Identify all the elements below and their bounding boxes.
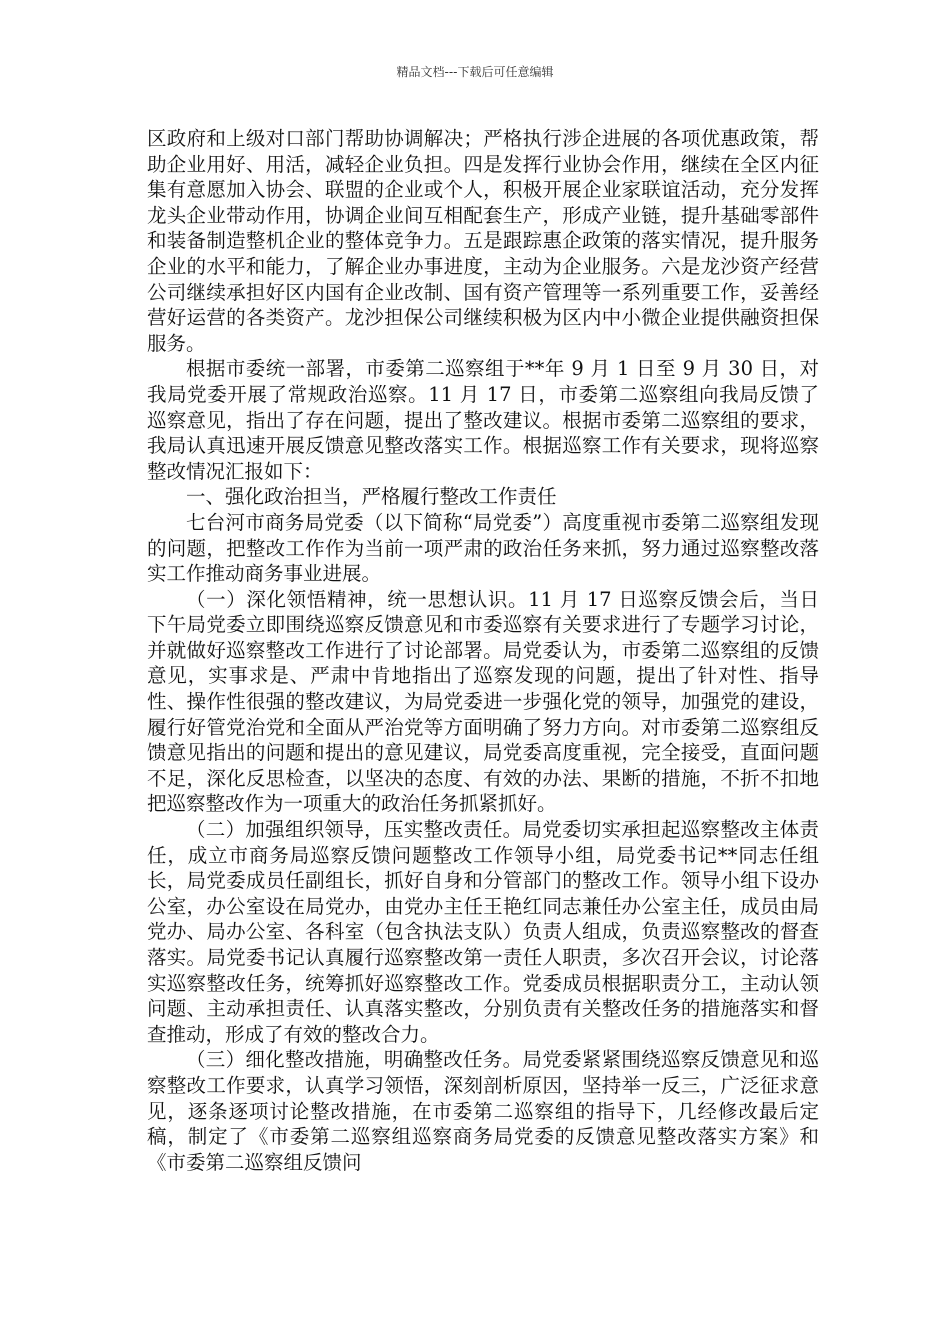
paragraph-item-1: （一）深化领悟精神，统一思想认识。11 月 17 日巡察反馈会后，当日下午局党委立即围绕巡察反馈意见和市委巡察有关要求进行了专题学习讨论，并就做好巡察整改工作进行了讨论部署。局党委认为，市委第二巡察组的反馈意见，实事求是、严肃中肯地指出了巡察发现的问题，提出了针对性、指导性、操作性很强的整改建议，为局党委进一步强化党的领导，加强党的建设，履行好管党治党和全面从严治党等方面明确了努力方向。对市委第二巡察组反馈意见指出的问题和提出的意见建议，局党委高度重视，完全接受，直面问题不足，深化反思检查，以坚决的态度、有效的办法、果断的措施，不折不扣地把巡察整改作为一项重大的政治任务抓紧抓好。	[147, 587, 819, 816]
paragraph-item-3: （三）细化整改措施，明确整改任务。局党委紧紧围绕巡察反馈意见和巡察整改工作要求，认真学习领悟，深刻剖析原因，坚持举一反三，广泛征求意见，逐条逐项讨论整改措施，在市委第二巡察组的指导下，几经修改最后定稿，制定了《市委第二巡察组巡察商务局党委的反馈意见整改落实方案》和《市委第二巡察组反馈问	[147, 1048, 819, 1174]
paragraph-item-2: （二）加强组织领导，压实整改责任。局党委切实承担起巡察整改主体责任，成立市商务局巡察反馈问题整改工作领导小组，局党委书记**同志任组长，局党委成员任副组长，抓好自身和分管部门的整改工作。领导小组下设办公室，办公室设在局党办，由党办主任王艳红同志兼任办公室主任，成员由局党办、局办公室、各科室（包含执法支队）负责人组成，负责巡察整改的督查落实。局党委书记认真履行巡察整改第一责任人职责，多次召开会议，讨论落实巡察整改任务，统筹抓好巡察整改工作。党委成员根据职责分工，主动认领问题、主动承担责任、认真落实整改，分别负责有关整改任务的措施落实和督查推动，形成了有效的整改合力。	[147, 818, 819, 1046]
section-heading: 一、强化政治担当，严格履行整改工作责任	[186, 485, 557, 509]
document-body	[147, 126, 819, 1175]
paragraph-overview: 七台河市商务局党委（以下简称“局党委”）高度重视市委第二巡察组发现的问题，把整改工作作为当前一项严肃的政治任务来抓，努力通过巡察整改落实工作推动商务事业进展。	[147, 510, 819, 586]
page-header: 精品文档---下载后可任意编辑	[396, 65, 554, 79]
paragraph-intro: 根据市委统一部署，市委第二巡察组于**年 9 月 1 日至 9 月 30 日，对我局党委开展了常规政治巡察。11 月 17 日，市委第二巡察组向我局反馈了巡察意见，指出了存在问题，提出了整改建议。根据市委第二巡察组的要求，我局认真迅速开展反馈意见整改落实工作。根据巡察工作有关要求，现将巡察整改情况汇报如下：	[147, 357, 819, 483]
paragraph-continuation: 区政府和上级对口部门帮助协调解决；严格执行涉企进展的各项优惠政策，帮助企业用好、用活，减轻企业负担。四是发挥行业协会作用，继续在全区内征集有意愿加入协会、联盟的企业或个人，积极开展企业家联谊活动，充分发挥龙头企业带动作用，协调企业间互相配套生产，形成产业链，提升基础零部件和装备制造整机企业的整体竞争力。五是跟踪惠企政策的落实情况，提升服务企业的水平和能力，了解企业办事进度，主动为企业服务。六是龙沙资产经营公司继续承担好区内国有企业改制、国有资产管理等一系列重要工作，妥善经营好运营的各类资产。龙沙担保公司继续积极为区内中小微企业提供融资担保服务。	[147, 127, 819, 355]
